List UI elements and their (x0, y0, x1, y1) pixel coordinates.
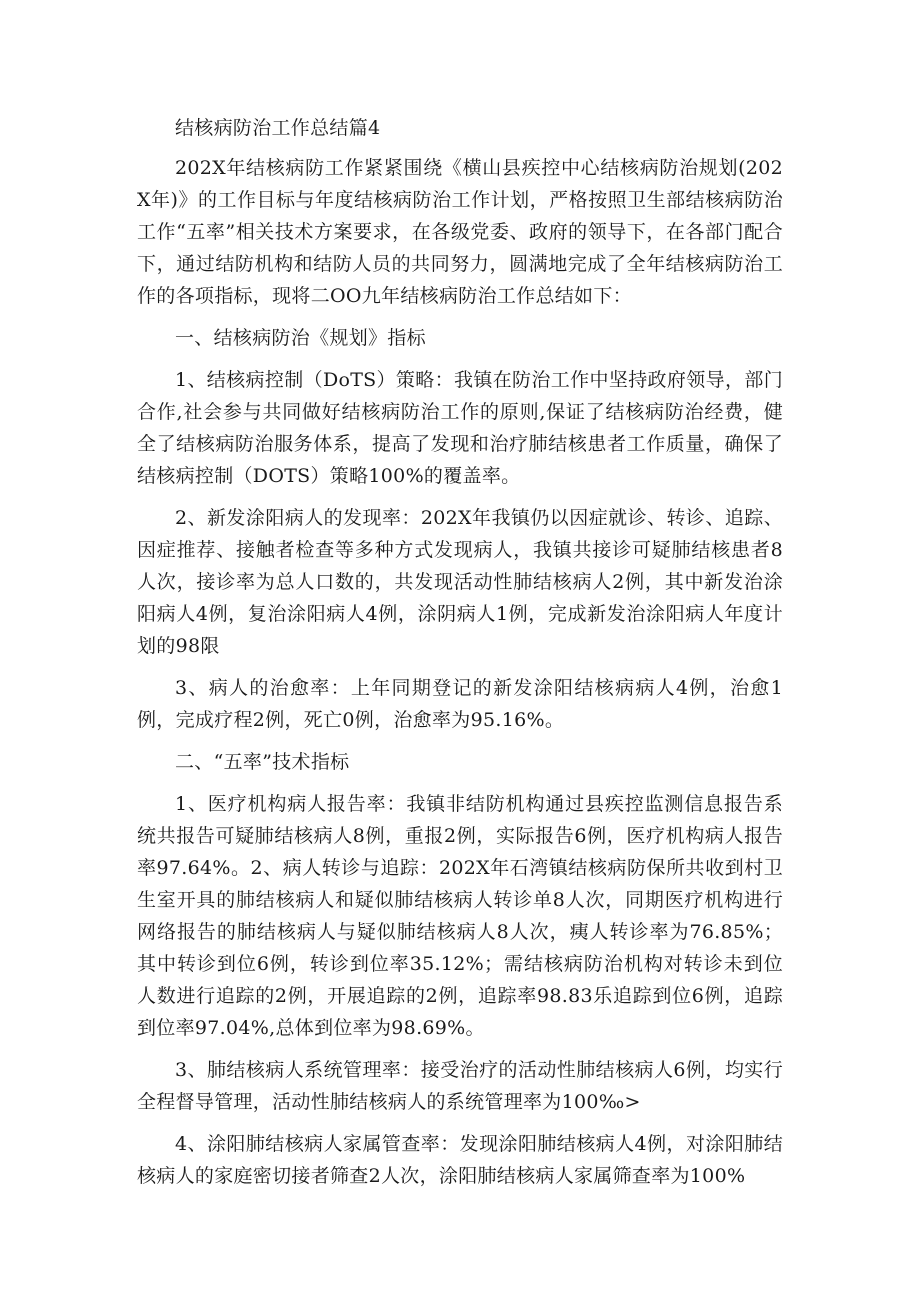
paragraph-system-management: 3、肺结核病人系统管理率：接受治疗的活动性肺结核病人6例，均实行全程督导管理，活动性肺结核病人的系统管理率为100‰> (137, 1059, 783, 1113)
paragraph-family-screening: 4、涂阳肺结核病人家属管查率：发现涂阳肺结核病人4例，对涂阳肺结核病人的家庭密切接者筛查2人次，涂阳肺结核病人家属筛查率为100% (137, 1133, 783, 1187)
paragraph-dots-strategy: 1、结核病控制（DoTS）策略：我镇在防治工作中坚持政府领导，部门合作,社会参与共同做好结核病防治工作的原则,保证了结核病防治经费，健全了结核病防治服务体系，提高了发现和治疗肺结核患者工作质量，确保了结核病控制（DOTS）策略100%的覆盖率。 (137, 369, 783, 487)
paragraph-reporting-referral: 1、医疗机构病人报告率：我镇非结防机构通过县疾控监测信息报告系统共报告可疑肺结核病人8例，重报2例，实际报告6例，医疗机构病人报告率97.64%。2、病人转诊与追踪：202X年石湾镇结核病防保所共收到村卫生室开具的肺结核病人和疑似肺结核病人转诊单8人次，同期医疗机构进行网络报告的肺结核病人与疑似肺结核病人8人次，痍人转诊率为76.85%；其中转诊到位6例，转诊到位率35.12%；需结核病防治机构对转诊未到位人数进行追踪的2例，开展追踪的2例，追踪率98.83乐追踪到位6例，追踪到位率97.04%,总体到位率为98.69%。 (137, 793, 783, 1039)
intro-paragraph: 202X年结核病防工作紧紧围绕《横山县疾控中心结核病防治规划(202X年)》的工作目标与年度结核病防治工作计划，严格按照卫生部结核病防治工作“五率”相关技术方案要求，在各级党委、政府的领导下，在各部门配合下，通过结防机构和结防人员的共同努力，圆满地完成了全年结核病防治工作的各项指标，现将二OO九年结核病防治工作总结如下： (137, 157, 783, 307)
section-heading-planning-indicators: 一、结核病防治《规划》指标 (175, 327, 426, 349)
document-title: 结核病防治工作总结篇4 (175, 117, 381, 139)
section-heading-five-rates: 二、“五率”技术指标 (175, 751, 350, 773)
paragraph-detection-rate: 2、新发涂阳病人的发现率：202X年我镇仍以因症就诊、转诊、追踪、因症推荐、接触者检查等多种方式发现病人，我镇共接诊可疑肺结核患者8人次，接诊率为总人口数的，共发现活动性肺结核病人2例，其中新发治涂阳病人4例，复治涂阳病人4例，涂阴病人1例，完成新发治涂阳病人年度计划的98限 (137, 507, 783, 657)
document-body (137, 112, 783, 1202)
paragraph-cure-rate: 3、病人的治愈率：上年同期登记的新发涂阳结核病病人4例，治愈1例，完成疗程2例，死亡0例，治愈率为95.16%。 (137, 677, 783, 731)
